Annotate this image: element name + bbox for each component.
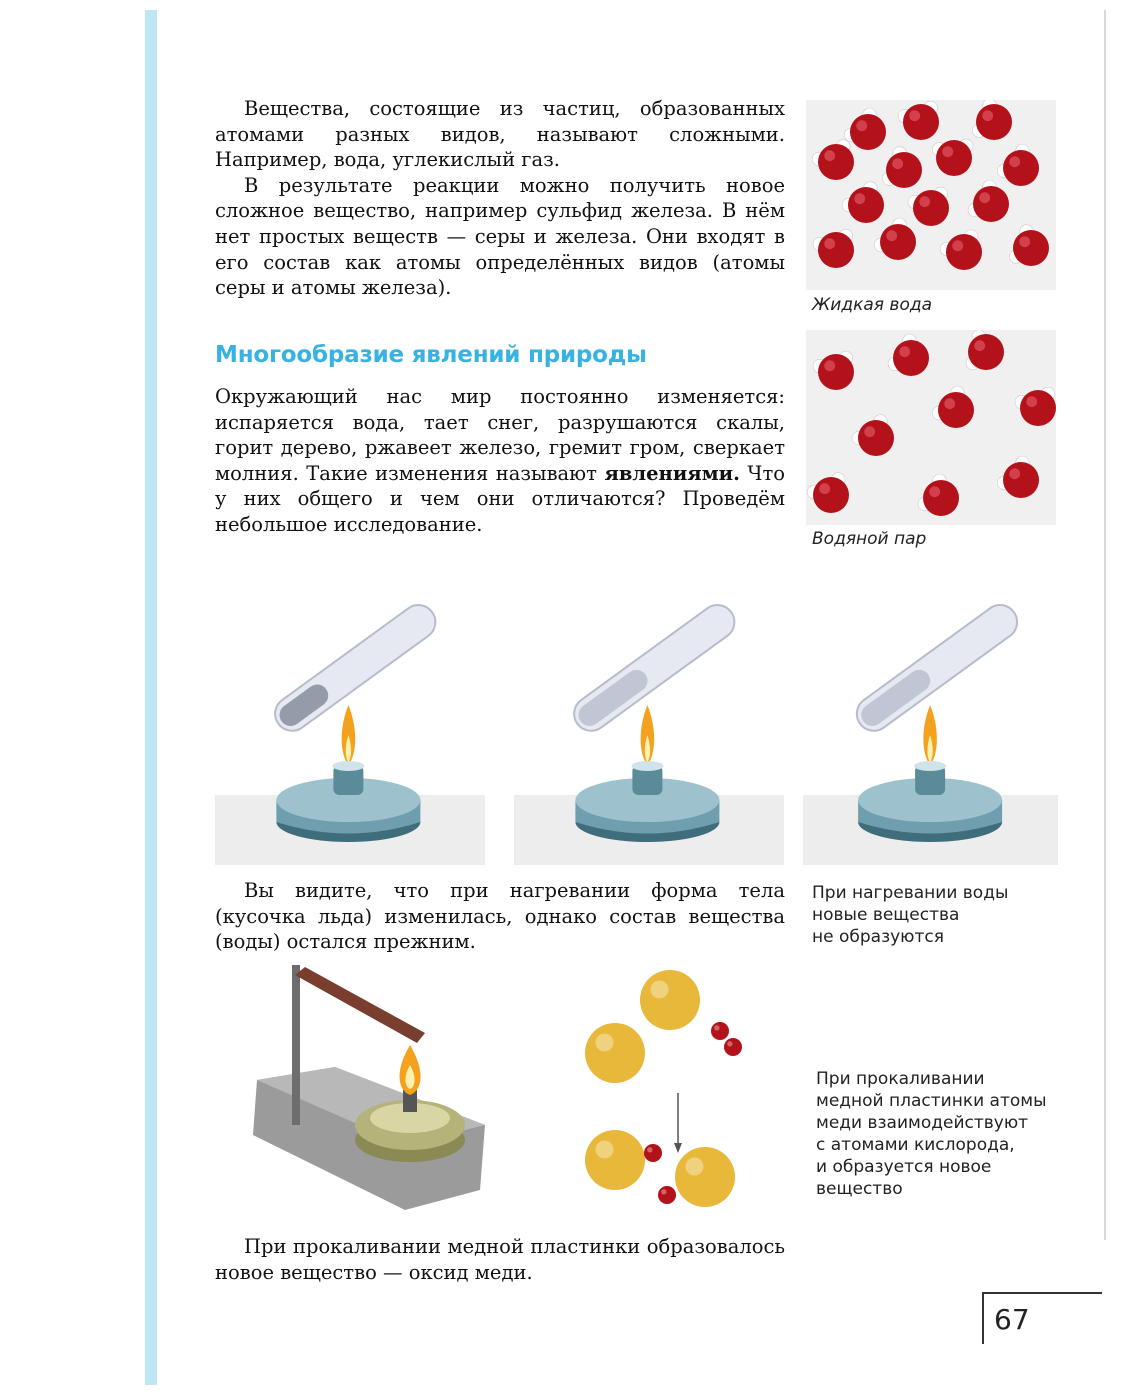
page-number: 67 bbox=[982, 1292, 1102, 1344]
paragraph-reaction: В результате реакции можно получить новое сложное вещество, например сульфид железа. В нём нет простых веществ — серы и железа. Они входят в его состав как атомы определённых видов (атомы серы и атомы железа). bbox=[215, 173, 785, 300]
paragraph-complex-substances: Вещества, состоящие из частиц, образованных атомами разных видов, называют сложными. Например, вода, углекислый газ. bbox=[215, 97, 785, 172]
water-molecule bbox=[813, 229, 854, 268]
water-molecule bbox=[812, 140, 854, 180]
oxygen-atom bbox=[658, 1186, 676, 1204]
water-molecule bbox=[898, 101, 939, 140]
phenomena-term: явлениями. bbox=[604, 461, 740, 485]
water-molecule bbox=[966, 330, 1004, 370]
water-molecule bbox=[1009, 225, 1049, 266]
heating-photo-steam bbox=[803, 560, 1058, 865]
copper-atom bbox=[585, 1023, 645, 1083]
water-molecule bbox=[908, 187, 949, 226]
caption-heating-line-1: При нагревании воды bbox=[812, 883, 1009, 903]
water-vapor-molecules bbox=[806, 330, 1056, 525]
water-molecule bbox=[918, 474, 959, 516]
copper-oxidation-model bbox=[575, 965, 755, 1215]
phenomena-text bbox=[215, 384, 785, 538]
copper-oxide-text bbox=[215, 1234, 785, 1285]
water-molecule bbox=[932, 386, 974, 428]
water-molecule bbox=[940, 230, 982, 270]
water-molecule bbox=[807, 473, 849, 513]
copper-atom bbox=[640, 970, 700, 1030]
caption-copper-line-3: меди взаимодействуют bbox=[816, 1113, 1029, 1133]
caption-liquid-water: Жидкая вода bbox=[812, 295, 933, 315]
caption-copper-line-6: вещество bbox=[816, 1179, 903, 1199]
oxygen-atom bbox=[711, 1022, 729, 1040]
water-molecule bbox=[972, 100, 1012, 140]
water-molecule bbox=[997, 456, 1039, 498]
copper-oxygen-atoms bbox=[575, 965, 755, 1215]
heating-photo-water bbox=[514, 560, 784, 865]
water-molecule bbox=[932, 139, 973, 176]
heating-photo-ice bbox=[215, 560, 485, 865]
water-molecule bbox=[852, 415, 894, 456]
copper-plate-icon bbox=[295, 967, 425, 1043]
copper-plate-photo bbox=[245, 955, 490, 1215]
water-molecule bbox=[968, 180, 1009, 222]
intro-text bbox=[215, 96, 785, 301]
water-vapor-illustration bbox=[806, 330, 1056, 525]
paragraph-phenomena bbox=[215, 384, 785, 538]
water-molecule bbox=[844, 108, 886, 150]
page-edge-right bbox=[1104, 10, 1106, 1240]
paragraph-copper-oxide: При прокаливании медной пластинки образовалось новое вещество — оксид меди. bbox=[215, 1235, 785, 1284]
caption-heating-line-3: не образуются bbox=[812, 927, 944, 947]
caption-copper-line-2: медной пластинки атомы bbox=[816, 1091, 1047, 1111]
caption-heating-line-2: новые вещества bbox=[812, 905, 960, 925]
test-tube-icon bbox=[567, 598, 741, 737]
phenomena-text-b: Что у них общего и чем они отличаются? Проведём небольшое исследование. bbox=[215, 461, 785, 536]
phenomena-text-a: Окружающий нас мир постоянно изменяется: испаряется вода, тает снег, разрушаются скалы, горит дерево, ржавеет железо, гремит гром, сверкает молния. Такие изменения называют bbox=[215, 385, 785, 485]
caption-copper bbox=[816, 1068, 1047, 1200]
caption-copper-line-1: При прокаливании bbox=[816, 1069, 985, 1089]
stand-rod bbox=[292, 965, 300, 1125]
liquid-water-molecules bbox=[806, 100, 1056, 290]
copper-atom bbox=[675, 1147, 735, 1207]
oxygen-atom bbox=[644, 1144, 662, 1162]
caption-heating-water bbox=[812, 882, 1008, 948]
liquid-water-illustration bbox=[806, 100, 1056, 290]
water-molecule bbox=[1015, 387, 1056, 426]
water-molecule bbox=[842, 182, 884, 223]
caption-copper-line-5: и образуется новое bbox=[816, 1157, 992, 1177]
paragraph-heating: Вы видите, что при нагревании форма тела (кусочка льда) изменилась, однако состав вещества (воды) остался прежним. bbox=[215, 879, 785, 954]
heating-text bbox=[215, 878, 785, 955]
water-molecule bbox=[997, 144, 1039, 186]
water-molecule bbox=[813, 351, 854, 390]
test-tube-icon bbox=[850, 598, 1024, 737]
test-tube-icon bbox=[268, 598, 442, 737]
oxygen-atom bbox=[724, 1038, 742, 1056]
caption-water-vapor: Водяной пар bbox=[812, 529, 927, 549]
water-molecule bbox=[888, 334, 929, 376]
caption-copper-line-4: с атомами кислорода, bbox=[816, 1135, 1015, 1155]
copper-atom bbox=[585, 1130, 645, 1190]
water-molecule bbox=[874, 218, 916, 260]
page-edge-left bbox=[145, 10, 157, 1385]
section-heading: Многообразие явлений природы bbox=[215, 342, 647, 368]
water-molecule bbox=[882, 147, 922, 188]
